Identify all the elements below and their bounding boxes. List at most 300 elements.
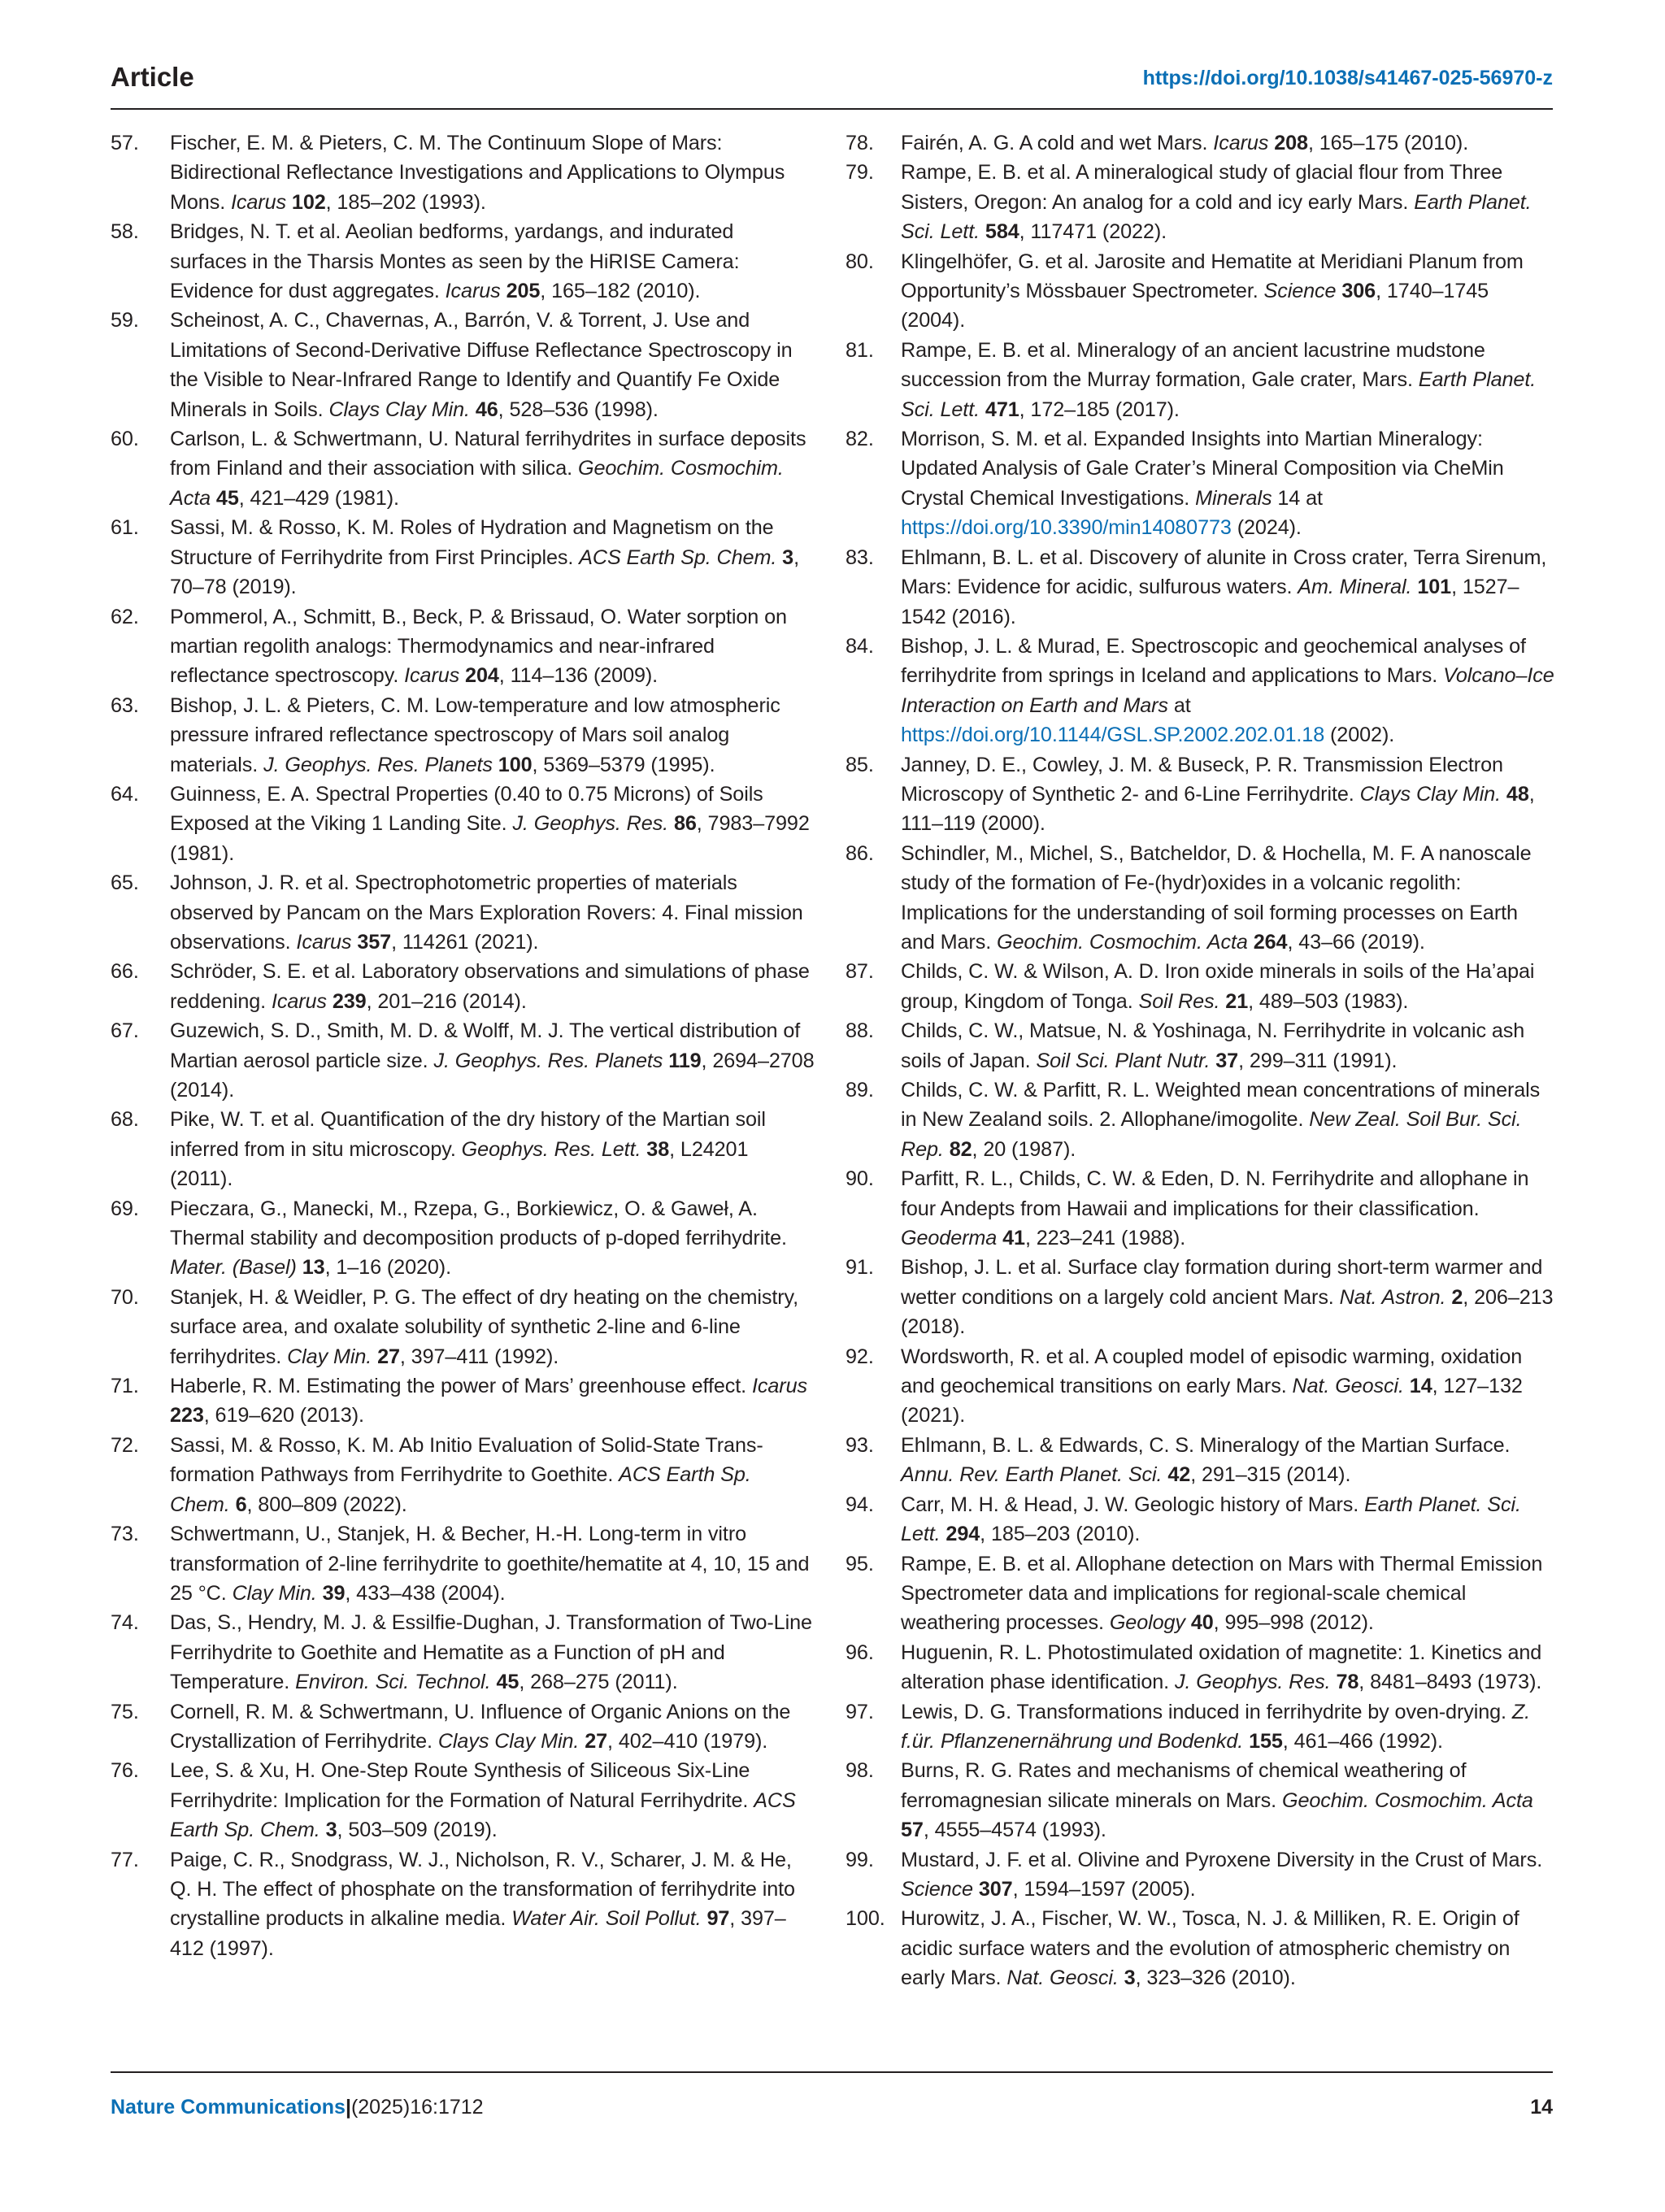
reference-segment: Bishop, J. L. & Pieters, C. M. Low-temperature and low atmospheric pressure infrared reflectance spectroscopy of Mars soil analog materials. [170,693,780,776]
journal-title: ACS Earth Sp. Chem. [170,1788,796,1842]
reference-segment [668,812,674,835]
reference-number: 64. [111,782,139,806]
volume-number: 101 [1417,576,1452,599]
volume-number: 42 [1167,1463,1191,1487]
reference-text [901,1342,1554,1431]
journal-title: J. Geophys. Res. Planets [433,1049,663,1072]
reference-item [846,1076,1554,1164]
reference-segment: Stanjek, H. & Weidler, P. G. The effect of dry heating on the chemistry, surface area, and oxalate solubility of synthetic 2-line and 6-line ferrihydrites. [170,1285,799,1368]
reference-segment: Sassi, M. & Rosso, K. M. Ab Initio Evaluation of Solid-State Transformation Pathways from Ferrihydrite to Goethite. [170,1433,763,1487]
reference-item [846,1016,1554,1076]
page-number: 14 [1530,2096,1553,2119]
reference-number: 74. [111,1611,139,1635]
reference-number: 100. [846,1907,885,1931]
reference-segment: , 185–203 (2010). [980,1523,1141,1546]
reference-segment: , 206–213 (2018). [901,1285,1554,1339]
reference-segment: Lee, S. & Xu, H. One-Step Route Synthesis of Siliceous Six-Line Ferrihydrite: Implication for the Formation of Natural Ferrihydrite. [170,1759,754,1812]
reference-text [170,217,815,306]
reference-number: 67. [111,1019,139,1043]
reference-number: 79. [846,161,874,185]
volume-number: 86 [673,812,697,836]
reference-text [901,1549,1554,1638]
reference-segment: Pieczara, G., Manecki, M., Rzepa, G., Borkiewicz, O. & Gaweł, A. Thermal stability and decomposition products of p-doped ferrihydrite. [170,1197,787,1250]
reference-segment [944,1138,950,1161]
reference-segment [470,398,476,421]
journal-title: Nat. Geosci. [1292,1375,1404,1398]
journal-title: Science [901,1877,973,1901]
volume-number: 38 [646,1137,670,1161]
references-column-right [846,128,1554,1993]
volume-number: 48 [1506,782,1529,806]
reference-segment: Cornell, R. M. & Schwertmann, U. Influence of Organic Anions on the Crystallization of Ferrihydrite. [170,1700,791,1753]
reference-text [170,780,815,868]
reference-number: 89. [846,1079,874,1102]
reference-segment: Wordsworth, R. et al. A coupled model of episodic warming, oxidation and geochemical transitions on early Mars. [901,1345,1523,1398]
reference-segment: Klingelhöfer, G. et al. Jarosite and Hematite at Meridiani Planum from Opportunity’s Mössbauer Spectrometer. [901,250,1524,303]
reference-number: 75. [111,1700,139,1723]
reference-text [901,1076,1554,1164]
reference-segment: Bridges, N. T. et al. Aeolian bedforms, yardangs, and indurated surfaces in the Tharsis Montes as seen by the HiRISE Camera: Evidence for dust aggregates. [170,220,740,303]
journal-title: Clay Min. [287,1345,372,1368]
reference-segment: Das, S., Hendry, M. J. & Essilfie-Dughan, J. Transformation of Two-Line Ferrihydrite to Goethite and Hematite as a Function of pH and Temperature. [170,1611,812,1694]
reference-segment [230,1493,236,1516]
reference-segment: , 8481–8493 (1973). [1359,1671,1542,1694]
reference-segment: at [1167,693,1191,717]
reference-segment: , 4555–4574 (1993). [923,1819,1106,1842]
reference-item [111,691,815,780]
reference-number: 97. [846,1700,874,1723]
reference-number: 94. [846,1493,874,1516]
reference-number: 77. [111,1848,139,1871]
volume-number: 46 [475,398,498,421]
reference-text [170,868,815,957]
reference-segment: Rampe, E. B. et al. A mineralogical study of glacial flour from Three Sisters, Oregon: An analog for a cold and icy early Mars. [901,161,1503,214]
volume-number: 45 [496,1671,519,1694]
reference-item [846,1490,1554,1549]
journal-title: J. Geophys. Res. [512,812,669,836]
journal-name-link[interactable]: Nature Communications [111,2096,346,2119]
volume-number: 100 [498,753,533,776]
reference-item [111,1371,815,1431]
reference-segment: Parfitt, R. L., Childs, C. W. & Eden, D. N. Ferrihydrite and allophane in four Andepts from Hawaii and implications for their classification. [901,1167,1529,1220]
reference-segment: , 995–998 (2012). [1213,1611,1374,1635]
reference-segment: Fischer, E. M. & Pieters, C. M. The Continuum Slope of Mars: Bidirectional Reflectance Investigations and Applications to Olympus Mons. [170,132,785,214]
volume-number: 6 [235,1493,247,1516]
reference-number: 58. [111,220,139,244]
volume-number: 27 [585,1729,608,1753]
reference-text [901,1431,1554,1490]
reference-item [846,1845,1554,1905]
header-divider [111,108,1553,110]
reference-segment: Johnson, J. R. et al. Spectrophotometric properties of materials observed by Pancam on the Mars Exploration Rovers: 4. Final mission observations. [170,871,803,954]
volume-number: 97 [706,1907,730,1931]
journal-title: Environ. Sci. Technol. [295,1671,491,1694]
reference-number: 78. [846,132,874,154]
reference-item [846,1549,1554,1638]
journal-title: ACS Earth Sp. Chem. [170,1463,751,1516]
journal-title: Geochim. Cosmochim. Acta [170,457,784,510]
journal-title: J. Geophys. Res. Planets [263,753,493,776]
reference-segment: Pike, W. T. et al. Quantification of the dry history of the Martian soil inferred from in situ microscopy. [170,1108,766,1161]
volume-number: 155 [1249,1729,1283,1753]
reference-segment: , 5369–5379 (1995). [532,753,715,776]
reference-segment: , 201–216 (2014). [366,989,527,1013]
reference-text [170,1105,815,1193]
reference-segment: , 127–132 (2021). [901,1375,1523,1428]
reference-segment: , 117471 (2022). [1019,220,1167,244]
journal-title: Annu. Rev. Earth Planet. Sci. [901,1463,1163,1487]
reference-number: 84. [846,634,874,658]
reference-number: 70. [111,1285,139,1309]
volume-number: 3 [325,1819,337,1842]
reference-number: 62. [111,605,139,628]
volume-number: 205 [506,280,541,303]
journal-title: Icarus [445,280,501,303]
reference-text [901,839,1554,958]
reference-text [170,1371,815,1431]
reference-doi-link[interactable]: https://doi.org/10.3390/min14080773 [901,516,1232,540]
reference-item [846,158,1554,246]
reference-number: 59. [111,309,139,332]
article-type-label: Article [111,62,194,92]
reference-text [901,632,1554,750]
reference-segment: , 461–466 (1992). [1282,1729,1443,1753]
reference-text [170,1756,815,1845]
footer-citation [111,2096,484,2119]
reference-text [901,750,1554,839]
reference-number: 57. [111,132,139,154]
reference-item [846,957,1554,1016]
reference-segment: , 172–185 (2017). [1019,398,1180,421]
reference-item [111,1016,815,1105]
reference-number: 76. [111,1759,139,1783]
volume-number: 357 [357,930,392,954]
reference-number: 65. [111,871,139,895]
reference-item [846,1904,1554,1993]
journal-title: Icarus [296,930,352,954]
reference-segment: Guzewich, S. D., Smith, M. D. & Wolff, M. J. The vertical distribution of Martian aerosol particle size. [170,1019,801,1072]
reference-segment: Rampe, E. B. et al. Allophane detection on Mars with Thermal Emission Spectrometer data and implications for regional-scale chemical weathering processes. [901,1552,1543,1635]
reference-segment: Rampe, E. B. et al. Mineralogy of an ancient lacustrine mudstone succession from the Murray formation, Gale crater, Mars. [901,338,1485,392]
reference-item [111,217,815,306]
reference-item [111,1697,815,1757]
journal-title: Am. Mineral. [1298,576,1412,599]
reference-segment: , 433–438 (2004). [345,1581,506,1605]
volume-number: 21 [1225,989,1249,1013]
volume-number: 239 [332,989,367,1013]
journal-title: Soil Sci. Plant Nutr. [1036,1049,1211,1072]
journal-title: Clays Clay Min. [328,398,470,421]
reference-text [170,1431,815,1519]
journal-title: Soil Res. [1138,989,1220,1013]
journal-title: Nat. Astron. [1339,1285,1446,1309]
volume-number: 471 [985,398,1019,421]
volume-number: 78 [1336,1671,1359,1694]
doi-link[interactable]: https://doi.org/10.1038/s41467-025-56970-z [1142,67,1553,89]
volume-number: 584 [985,220,1019,244]
reference-segment: , 111–119 (2000). [901,782,1535,836]
reference-text [170,602,815,691]
reference-segment: , 397–411 (1992). [399,1345,559,1368]
reference-text [901,1490,1554,1549]
reference-segment: Childs, C. W. & Wilson, A. D. Iron oxide minerals in soils of the Ha’apai group, Kingdom of Tonga. [901,960,1535,1013]
reference-segment [1185,1611,1191,1634]
reference-segment: Ehlmann, B. L. et al. Discovery of alunite in Cross crater, Terra Sirenum, Mars: Evidence for acidic, sulfurous waters. [901,545,1547,599]
reference-number: 71. [111,1375,139,1398]
reference-segment [211,487,216,510]
reference-text [170,1283,815,1371]
reference-doi-link[interactable]: https://doi.org/10.1144/GSL.SP.2002.202.01.18 [901,724,1325,747]
reference-segment: Bishop, J. L. et al. Surface clay formation during short-term warmer and wetter conditions on a largely cold ancient Mars. [901,1256,1543,1309]
reference-number: 85. [846,753,874,776]
reference-text [901,1845,1554,1905]
reference-segment [1501,783,1506,806]
reference-number: 99. [846,1848,874,1871]
reference-text [170,1016,815,1105]
reference-item [111,306,815,424]
reference-number: 91. [846,1256,874,1280]
reference-segment: (2024). [1231,516,1302,540]
volume-number: 40 [1190,1611,1214,1635]
volume-number: 264 [1253,930,1288,954]
reference-segment [286,191,292,214]
journal-title: New Zeal. Soil Bur. Sci. Rep. [901,1108,1522,1161]
footer-issue: (2025)16:1712 [350,2096,484,2119]
reference-segment: Guinness, E. A. Spectral Properties (0.40 to 0.75 Microns) of Soils Exposed at the Viking 1 Landing Site. [170,782,763,836]
volume-number: 294 [946,1523,980,1546]
reference-number: 72. [111,1433,139,1457]
reference-segment: , 165–182 (2010). [540,280,701,303]
journal-title: Z. f.ür. Pflanzenernährung und Bodenkd. [901,1700,1531,1753]
reference-item [111,1431,815,1519]
reference-text [901,424,1554,543]
reference-segment: Carlson, L. & Schwertmann, U. Natural ferrihydrites in surface deposits from Finland and their association with silica. [170,428,806,480]
volume-number: 306 [1341,280,1376,303]
reference-item [846,1756,1554,1845]
reference-number: 98. [846,1759,874,1783]
reference-segment: , L24201 (2011). [170,1137,749,1191]
reference-item [846,424,1554,543]
reference-item [846,1431,1554,1490]
reference-text [170,691,815,780]
reference-segment: , 528–536 (1998). [498,398,659,421]
reference-segment: 14 at [1272,486,1323,510]
reference-segment [1248,931,1254,954]
reference-segment [297,1256,302,1279]
reference-item [846,1697,1554,1757]
reference-item [846,839,1554,958]
volume-number: 45 [215,486,239,510]
reference-segment: Schröder, S. E. et al. Laboratory observations and simulations of phase reddening. [170,960,810,1013]
reference-text [901,957,1554,1016]
reference-number: 73. [111,1523,139,1546]
journal-title: Earth Planet. Sci. Lett. [901,368,1537,421]
reference-text [901,543,1554,632]
reference-segment: , 114–136 (2009). [498,664,659,688]
reference-segment: Morrison, S. M. et al. Expanded Insights into Martian Mineralogy: Updated Analysis of Gale Crater’s Mineral Composition via CheMin Crystal Chemical Investigations. [901,428,1504,510]
journal-title: Icarus [1213,132,1269,154]
reference-number: 93. [846,1433,874,1457]
reference-segment: Sassi, M. & Rosso, K. M. Roles of Hydration and Magnetism on the Structure of Ferrihydrite from First Principles. [170,516,774,569]
volume-number: 27 [377,1345,400,1368]
reference-segment: , 489–503 (1983). [1248,989,1409,1013]
reference-segment: Ehlmann, B. L. & Edwards, C. S. Mineralogy of the Martian Surface. [901,1433,1511,1457]
reference-item [111,513,815,602]
journal-title: Geoderma [901,1227,998,1250]
reference-item [846,543,1554,632]
reference-segment: , 7983–7992 (1981). [170,812,810,865]
reference-item [111,424,815,513]
volume-number: 3 [782,545,794,569]
reference-segment: Schindler, M., Michel, S., Batcheldor, D. & Hochella, M. F. A nanoscale study of the formation of Fe-(hydr)oxides in a volcanic regolith: Implications for the understanding of soil forming processes on Earth and Mars. [901,841,1532,954]
reference-item [111,1608,815,1697]
reference-item [111,1283,815,1371]
volume-number: 208 [1274,132,1308,154]
volume-number: 2 [1451,1285,1463,1309]
journal-title: Nat. Geosci. [1006,1966,1119,1990]
reference-number: 61. [111,516,139,540]
reference-segment: , 2694–2708 (2014). [170,1049,815,1102]
volume-number: 13 [302,1256,325,1280]
reference-item [111,868,815,957]
reference-text [170,1194,815,1283]
reference-segment: Huguenin, R. L. Photostimulated oxidation of magnetite: 1. Kinetics and alteration phase identification. [901,1641,1542,1694]
journal-title: Mater. (Basel) [170,1256,297,1280]
journal-title: Earth Planet. Sci. Lett. [901,190,1532,244]
reference-item [846,632,1554,750]
reference-text [170,424,815,513]
reference-segment [1404,1375,1410,1397]
reference-number: 86. [846,841,874,865]
reference-item [111,1519,815,1608]
volume-number: 37 [1215,1049,1239,1072]
footer-divider [111,2071,1553,2073]
reference-segment: , 1527–1542 (2016). [901,576,1519,628]
reference-segment: Fairén, A. G. A cold and wet Mars. [901,132,1214,154]
volume-number: 14 [1409,1375,1432,1398]
volume-number: 307 [978,1877,1013,1901]
reference-item [111,780,815,868]
reference-segment: Haberle, R. M. Estimating the power of Mars’ greenhouse effect. [170,1375,752,1398]
volume-number: 102 [291,190,326,214]
reference-text [901,128,1554,158]
reference-segment: , 323–326 (2010). [1135,1966,1296,1990]
journal-title: Geochim. Cosmochim. Acta [1281,1788,1533,1812]
journal-title: Geology [1109,1611,1185,1635]
reference-text [170,1845,815,1964]
reference-segment [980,398,985,421]
reference-segment: , 299–311 (1991). [1238,1049,1398,1072]
reference-segment [980,220,985,243]
reference-segment: Hurowitz, J. A., Fischer, W. W., Tosca, N. J. & Milliken, R. E. Origin of acidic surface waters and the evolution of atmospheric chemistry on early Mars. [901,1907,1519,1990]
reference-segment: , 114261 (2021). [391,930,539,954]
journal-title: Icarus [271,989,327,1013]
reference-segment: , 70–78 (2019). [170,545,799,599]
reference-segment: Scheinost, A. C., Chavernas, A., Barrón, V. & Torrent, J. Use and Limitations of Second-Derivative Diffuse Reflectance Spectroscopy in the Visible to Near-Infrared Range to Identify and Quantify Fe Oxide Minerals in Soils. [170,309,793,421]
reference-text [170,306,815,424]
reference-text [901,247,1554,336]
journal-title: Geophys. Res. Lett. [461,1137,641,1161]
reference-segment: , 223–241 (1988). [1024,1227,1186,1250]
reference-item [111,1845,815,1964]
volume-number: 3 [1124,1966,1136,1990]
reference-number: 83. [846,545,874,569]
reference-segment: , 402–410 (1979). [607,1729,768,1753]
journal-title: Earth Planet. Sci. Lett. [901,1493,1521,1546]
reference-segment: Childs, C. W., Matsue, N. & Yoshinaga, N. Ferrihydrite in volcanic ash soils of Japan. [901,1019,1525,1072]
reference-segment [501,280,506,302]
reference-segment [317,1582,323,1605]
reference-segment: , 397–412 (1997). [170,1907,786,1960]
reference-segment: , 503–509 (2019). [337,1819,498,1842]
reference-segment: , 268–275 (2011). [519,1671,678,1694]
reference-segment: Childs, C. W. & Parfitt, R. L. Weighted mean concentrations of minerals in New Zealand soils. 2. Allophane/imogolite. [901,1079,1541,1132]
volume-number: 39 [322,1581,346,1605]
reference-segment: Schwertmann, U., Stanjek, H. & Becher, H.-H. Long-term in vitro transformation of 2-line ferrihydrite to goethite/hematite at 4, 10, 15 and 25 °C. [170,1523,810,1605]
reference-segment: , 1–16 (2020). [324,1256,451,1280]
reference-item [111,128,815,217]
reference-segment: , 800–809 (2022). [246,1493,407,1516]
reference-item [111,1105,815,1193]
reference-segment [493,754,498,776]
journal-title: Icarus [751,1375,807,1398]
reference-text [170,1697,815,1757]
reference-text [170,957,815,1016]
reference-item [846,1342,1554,1431]
reference-number: 87. [846,960,874,984]
reference-segment: , 185–202 (1993). [325,190,486,214]
reference-segment: , 291–315 (2014). [1190,1463,1351,1487]
reference-segment: Janney, D. E., Cowley, J. M. & Buseck, P. R. Transmission Electron Microscopy of Synthetic 2- and 6-Line Ferrihydrite. [901,753,1503,806]
reference-number: 95. [846,1552,874,1575]
journal-title: Clays Clay Min. [437,1729,580,1753]
reference-segment: Lewis, D. G. Transformations induced in ferrihydrite by oven-drying. [901,1700,1512,1723]
reference-segment: , 421–429 (1981). [238,486,399,510]
reference-item [111,602,815,691]
reference-segment: , 619–620 (2013). [203,1404,364,1428]
journal-title: Science [1263,280,1337,303]
reference-text [901,158,1554,246]
reference-item [846,1253,1554,1341]
reference-number: 90. [846,1167,874,1191]
journal-title: Minerals [1195,486,1272,510]
reference-text [170,1608,815,1697]
reference-number: 82. [846,428,874,451]
reference-segment: Carr, M. H. & Head, J. W. Geologic history of Mars. [901,1493,1365,1516]
reference-number: 60. [111,428,139,451]
reference-number: 68. [111,1108,139,1132]
reference-text [901,1904,1554,1993]
journal-title: Geochim. Cosmochim. Acta [997,930,1248,954]
reference-segment: (2002). [1324,724,1395,747]
reference-number: 96. [846,1641,874,1664]
reference-segment [320,1819,326,1841]
reference-segment: , 43–66 (2019). [1287,930,1425,954]
reference-segment: , 165–175 (2010). [1307,132,1469,154]
reference-text [901,1253,1554,1341]
reference-item [111,1756,815,1845]
reference-segment: , 20 (1987). [972,1137,1076,1161]
reference-text [901,1164,1554,1253]
reference-segment: Burns, R. G. Rates and mechanisms of chemical weathering of ferromagnesian silicate minerals on Mars. [901,1759,1467,1812]
volume-number: 57 [901,1819,924,1842]
reference-segment [327,990,333,1013]
volume-number: 223 [170,1404,204,1428]
reference-text [170,1519,815,1608]
reference-item [846,1638,1554,1697]
reference-item [846,750,1554,839]
journal-title: Icarus [231,190,286,214]
